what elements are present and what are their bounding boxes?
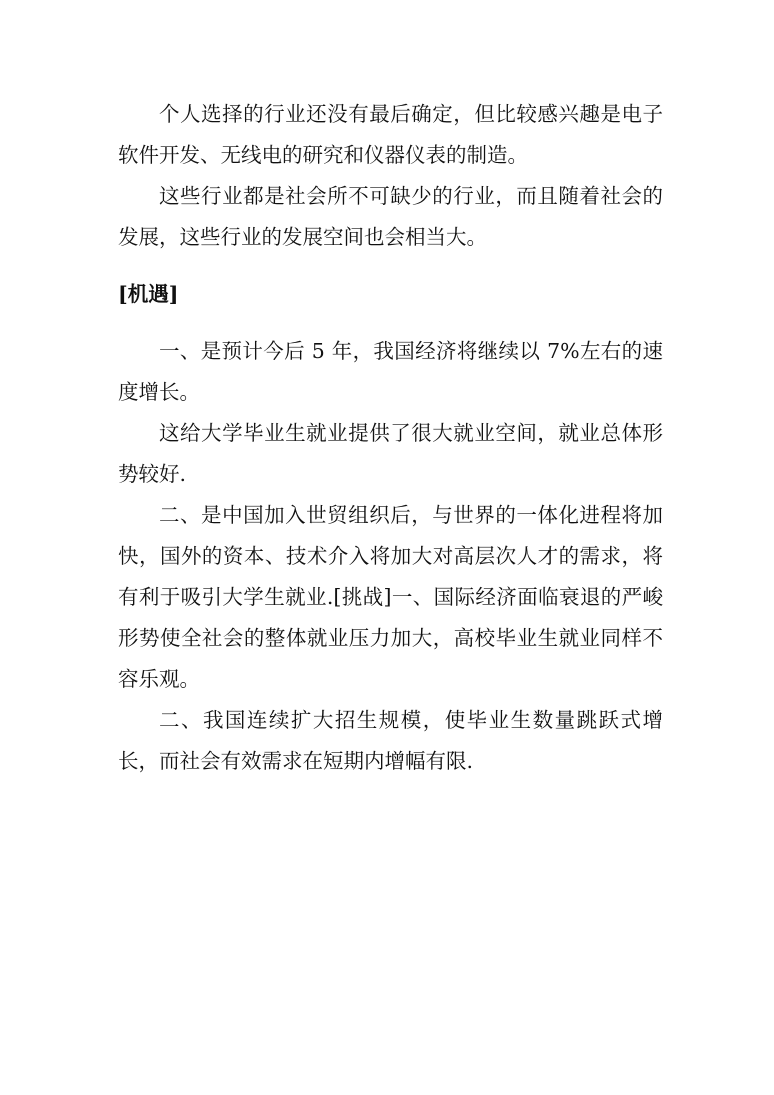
paragraph-enrollment-expansion: 二、我国连续扩大招生规模，使毕业生数量跳跃式增长，而社会有效需求在短期内增幅有限. [118,708,663,773]
paragraph-industry-prospects: 这些行业都是社会所不可缺少的行业，而且随着社会的发展，这些行业的发展空间也会相当大。 [118,184,663,249]
section-heading-opportunity: [机遇] [118,282,179,306]
paragraph-employment-space: 这给大学毕业生就业提供了很大就业空间，就业总体形势较好. [118,421,663,486]
paragraph-economic-growth: 一、是预计今后 5 年，我国经济将继续以 7%左右的速度增长。 [118,339,663,404]
paragraph-wto-and-challenge: 二、是中国加入世贸组织后，与世界的一体化进程将加快，国外的资本、技术介入将加大对高层次人才的需求，将有利于吸引大学生就业.[挑战]一、国际经济面临衰退的严峻形势使全社会的整体就业压力加大，高校毕业生就业同样不容乐观。 [118,503,663,691]
paragraph-industry-choice: 个人选择的行业还没有最后确定，但比较感兴趣是电子软件开发、无线电的研究和仪器仪表的制造。 [118,102,663,167]
document-body [118,94,663,782]
